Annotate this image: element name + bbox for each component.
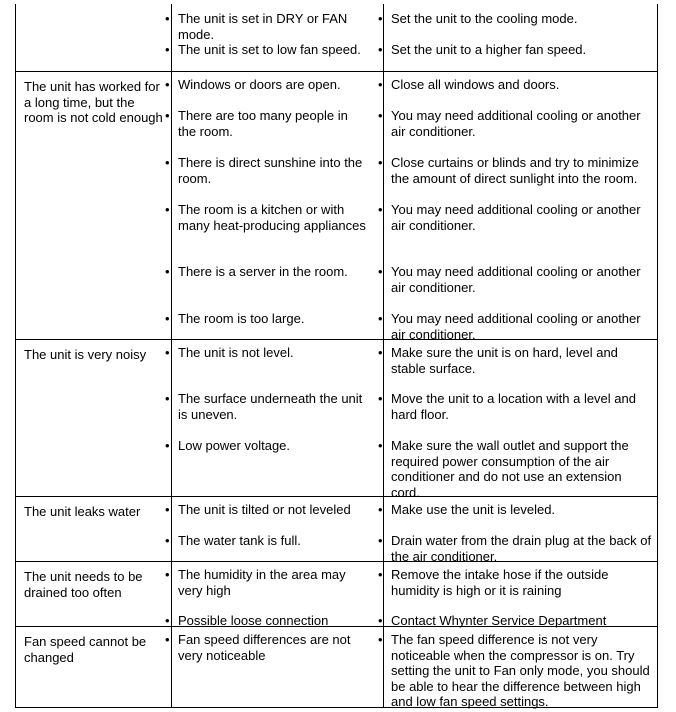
bullet-icon: • xyxy=(378,567,383,582)
column-divider xyxy=(383,340,384,496)
cause-item xyxy=(165,11,366,42)
cause-item xyxy=(165,391,366,422)
cause-item xyxy=(165,345,366,361)
column-divider xyxy=(171,497,172,561)
cause-item-text: Fan speed differences are not very noticeable xyxy=(178,632,351,663)
column-divider xyxy=(383,72,384,339)
cause-item-text: The unit is set in DRY or FAN mode. xyxy=(178,11,348,42)
solution-item-text: Close curtains or blinds and try to minimize the amount of direct sunlight into the room. xyxy=(391,155,639,186)
solution-item xyxy=(378,155,653,186)
solution-item-text: Move the unit to a location with a level and hard floor. xyxy=(391,391,636,422)
solution-item-text: The fan speed difference is not very noticeable when the compressor is on. Try setting the unit to Fan only mode, you should be able to hear the difference between high and low fan speed settings. xyxy=(391,632,650,709)
solution-item-text: Make sure the wall outlet and support the required power consumption of the air conditioner and do not use an extension cord. xyxy=(391,438,629,500)
cause-item xyxy=(165,438,366,454)
bullet-icon: • xyxy=(165,108,170,123)
column-divider xyxy=(171,627,172,707)
table-row xyxy=(15,4,658,72)
solution-item xyxy=(378,502,653,518)
solution-item xyxy=(378,42,653,58)
bullet-icon: • xyxy=(165,202,170,217)
cause-item-text: The water tank is full. xyxy=(178,533,301,548)
cause-item-text: Possible loose connection xyxy=(178,613,329,628)
bullet-icon: • xyxy=(378,11,383,26)
troubleshooting-table xyxy=(15,4,658,708)
bullet-icon: • xyxy=(378,533,383,548)
solution-item-text: You may need additional cooling or another air conditioner. xyxy=(391,202,641,233)
bullet-icon: • xyxy=(378,202,383,217)
cause-item xyxy=(165,533,366,549)
cause-item xyxy=(165,155,366,186)
problem-cell: The unit needs to be drained too often xyxy=(24,569,143,600)
cause-item-text: The unit is not level. xyxy=(178,345,294,360)
table-row xyxy=(15,627,658,708)
column-divider xyxy=(171,562,172,626)
bullet-icon: • xyxy=(165,438,170,453)
cause-item xyxy=(165,77,366,93)
solution-item-text: Make sure the unit is on hard, level and stable surface. xyxy=(391,345,618,376)
cause-item xyxy=(165,567,366,598)
bullet-icon: • xyxy=(378,613,383,628)
solution-item xyxy=(378,11,653,27)
cause-item xyxy=(165,311,366,327)
solution-item xyxy=(378,567,653,598)
problem-cell: Fan speed cannot be changed xyxy=(24,634,147,665)
bullet-icon: • xyxy=(378,632,383,647)
column-divider xyxy=(383,627,384,707)
solution-item-text: Drain water from the drain plug at the back of the air conditioner. xyxy=(391,533,652,564)
cause-item-text: There is a server in the room. xyxy=(178,264,348,279)
solution-item-text: Contact Whynter Service Department xyxy=(391,613,607,628)
solution-item-text: You may need additional cooling or another air conditioner. xyxy=(391,108,641,139)
cause-item xyxy=(165,108,366,139)
solution-item xyxy=(378,311,653,342)
cause-item-text: The unit is set to low fan speed. xyxy=(178,42,361,57)
solution-item xyxy=(378,533,653,564)
bullet-icon: • xyxy=(165,567,170,582)
bullet-icon: • xyxy=(165,311,170,326)
solution-item xyxy=(378,345,653,376)
bullet-icon: • xyxy=(165,155,170,170)
cause-item-text: Windows or doors are open. xyxy=(178,77,341,92)
bullet-icon: • xyxy=(165,632,170,647)
solution-item-text: Close all windows and doors. xyxy=(391,77,560,92)
bullet-icon: • xyxy=(165,502,170,517)
bullet-icon: • xyxy=(378,155,383,170)
bullet-icon: • xyxy=(378,42,383,57)
column-divider xyxy=(171,340,172,496)
solution-item xyxy=(378,264,653,295)
bullet-icon: • xyxy=(165,391,170,406)
bullet-icon: • xyxy=(165,77,170,92)
solution-item-text: You may need additional cooling or another air conditioner. xyxy=(391,264,641,295)
table-row xyxy=(15,497,658,562)
bullet-icon: • xyxy=(165,11,170,26)
bullet-icon: • xyxy=(165,613,170,628)
solution-item-text: You may need additional cooling or another air conditioner. xyxy=(391,311,641,342)
solution-item-text: Make use the unit is leveled. xyxy=(391,502,556,517)
column-divider xyxy=(383,562,384,626)
table-row xyxy=(15,340,658,500)
cause-item-text: The surface underneath the unit is uneven. xyxy=(178,391,363,422)
cause-item-text: The room is a kitchen or with many heat-producing appliances xyxy=(178,202,366,233)
solution-item xyxy=(378,77,653,93)
cause-item-text: The unit is tilted or not leveled xyxy=(178,502,351,517)
cause-item xyxy=(165,502,366,518)
solution-item xyxy=(378,202,653,233)
bullet-icon: • xyxy=(378,77,383,92)
bullet-icon: • xyxy=(165,264,170,279)
solution-item-text: Remove the intake hose if the outside humidity is high or it is raining xyxy=(391,567,609,598)
solution-item xyxy=(378,632,653,710)
column-divider xyxy=(383,497,384,561)
bullet-icon: • xyxy=(378,311,383,326)
cause-item xyxy=(165,264,366,280)
bullet-icon: • xyxy=(378,391,383,406)
bullet-icon: • xyxy=(165,345,170,360)
table-row xyxy=(15,562,658,627)
cause-item-text: The humidity in the area may very high xyxy=(178,567,346,598)
bullet-icon: • xyxy=(378,264,383,279)
bullet-icon: • xyxy=(378,108,383,123)
solution-item xyxy=(378,438,653,500)
cause-item-text: Low power voltage. xyxy=(178,438,291,453)
column-divider xyxy=(171,72,172,339)
bullet-icon: • xyxy=(165,42,170,57)
table-row xyxy=(15,72,658,340)
solution-item xyxy=(378,108,653,139)
cause-item-text: There are too many people in the room. xyxy=(178,108,348,139)
cause-item-text: The room is too large. xyxy=(178,311,305,326)
column-divider xyxy=(383,4,384,71)
bullet-icon: • xyxy=(378,502,383,517)
bullet-icon: • xyxy=(165,533,170,548)
problem-cell: The unit has worked for a long time, but the room is not cold enough xyxy=(24,79,163,125)
problem-cell: The unit is very noisy xyxy=(24,347,147,362)
solution-item-text: Set the unit to the cooling mode. xyxy=(391,11,578,26)
cause-item xyxy=(165,42,366,58)
bullet-icon: • xyxy=(378,438,383,453)
bullet-icon: • xyxy=(378,345,383,360)
solution-item xyxy=(378,391,653,422)
solution-item-text: Set the unit to a higher fan speed. xyxy=(391,42,587,57)
cause-item xyxy=(165,632,366,663)
column-divider xyxy=(171,4,172,71)
cause-item xyxy=(165,202,366,233)
cause-item-text: There is direct sunshine into the room. xyxy=(178,155,363,186)
problem-cell: The unit leaks water xyxy=(24,504,141,519)
